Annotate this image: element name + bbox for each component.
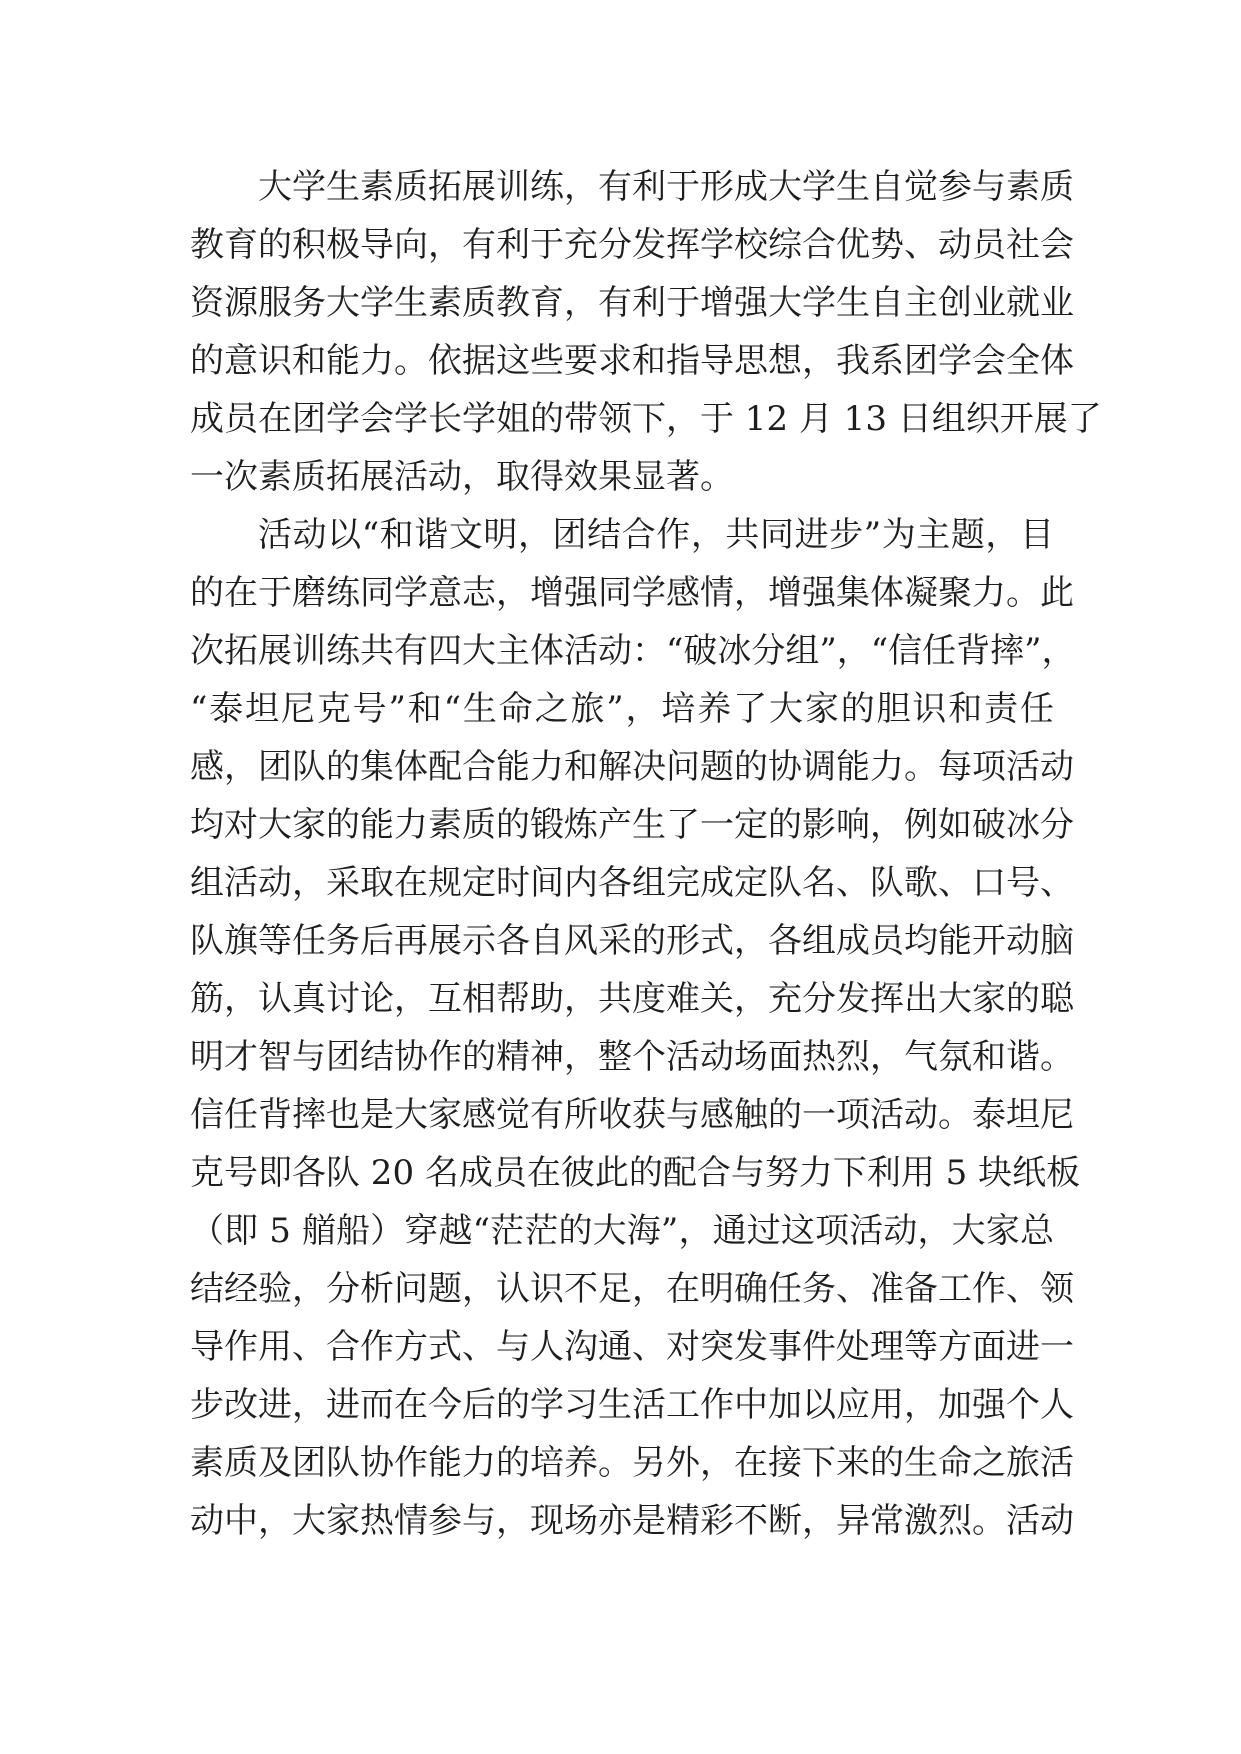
body-text bbox=[190, 158, 1102, 1550]
paragraph-2-line-15: 导作用、合作方式、与人沟通、对突发事件处理等方面进一 bbox=[190, 1327, 1074, 1367]
paragraph-1-line-1: 大学生素质拓展训练，有利于形成大学生自觉参与素质 bbox=[258, 167, 1074, 207]
paragraph-1-line-2: 教育的积极导向，有利于充分发挥学校综合优势、动员社会 bbox=[190, 225, 1074, 265]
paragraph-2-line-18: 动中，大家热情参与，现场亦是精彩不断，异常激烈。活动 bbox=[190, 1501, 1074, 1541]
paragraph-2-line-7: 组活动，采取在规定时间内各组完成定队名、队歌、口号、 bbox=[190, 863, 1074, 903]
paragraph-2-line-16: 步改进，进而在今后的学习生活工作中加以应用，加强个人 bbox=[190, 1385, 1074, 1425]
paragraph-1-line-6: 一次素质拓展活动，取得效果显著。 bbox=[190, 457, 734, 497]
paragraph-2-line-12: 克号即各队 20 名成员在彼此的配合与努力下利用 5 块纸板 bbox=[190, 1153, 1081, 1193]
paragraph-2-line-4: “泰坦尼克号”和“生命之旅”，培养了大家的胆识和责任 bbox=[190, 689, 1054, 729]
paragraph-2-line-17: 素质及团队协作能力的培养。另外，在接下来的生命之旅活 bbox=[190, 1443, 1074, 1483]
paragraph-2-line-3: 次拓展训练共有四大主体活动：“破冰分组”，“信任背摔”， bbox=[190, 631, 1076, 671]
paragraph-1-line-5: 成员在团学会学长学姐的带领下，于 12 月 13 日组织开展了 bbox=[190, 399, 1102, 439]
paragraph-2-line-6: 均对大家的能力素质的锻炼产生了一定的影响，例如破冰分 bbox=[190, 805, 1074, 845]
paragraph-1-line-3: 资源服务大学生素质教育，有利于增强大学生自主创业就业 bbox=[190, 283, 1074, 323]
paragraph-2-line-10: 明才智与团结协作的精神，整个活动场面热烈，气氛和谐。 bbox=[190, 1037, 1074, 1077]
paragraph-2-line-5: 感，团队的集体配合能力和解决问题的协调能力。每项活动 bbox=[190, 747, 1074, 787]
paragraph-2-line-1: 活动以“和谐文明，团结合作，共同进步”为主题，目 bbox=[258, 515, 1054, 555]
paragraph-2-line-11: 信任背摔也是大家感觉有所收获与感触的一项活动。泰坦尼 bbox=[190, 1095, 1074, 1135]
paragraph-2-line-2: 的在于磨练同学意志，增强同学感情，增强集体凝聚力。此 bbox=[190, 573, 1074, 613]
paragraph-2-line-8: 队旗等任务后再展示各自风采的形式，各组成员均能开动脑 bbox=[190, 921, 1074, 961]
paragraph-2-line-14: 结经验，分析问题，认识不足，在明确任务、准备工作、领 bbox=[190, 1269, 1074, 1309]
paragraph-1-line-4: 的意识和能力。依据这些要求和指导思想，我系团学会全体 bbox=[190, 341, 1074, 381]
paragraph-2-line-9: 筋，认真讨论，互相帮助，共度难关，充分发挥出大家的聪 bbox=[190, 979, 1074, 1019]
paragraph-2-line-13: （即 5 艏船）穿越“茫茫的大海”，通过这项活动，大家总 bbox=[190, 1211, 1054, 1251]
